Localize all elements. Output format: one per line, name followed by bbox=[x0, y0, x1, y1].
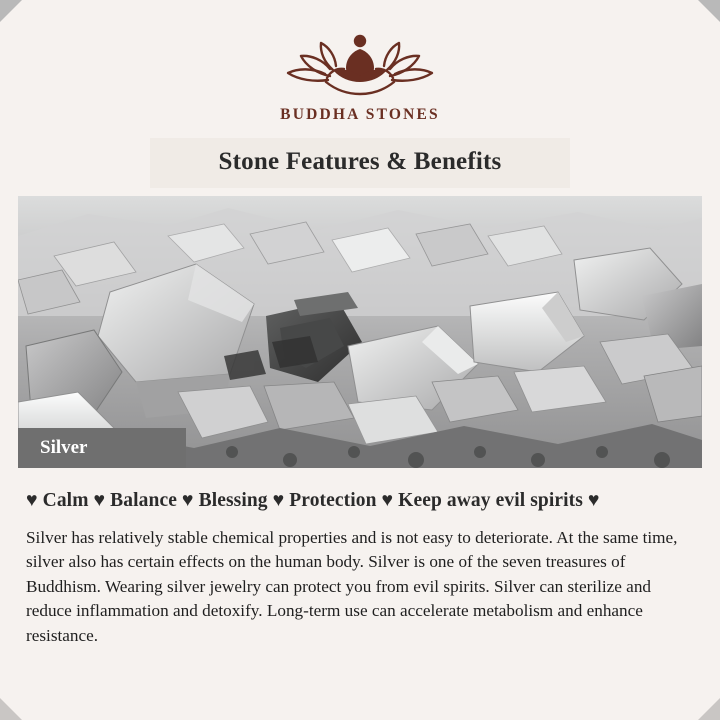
hero-image bbox=[18, 196, 702, 468]
corner-decoration-top-left bbox=[0, 0, 22, 22]
corner-decoration-bottom-left bbox=[0, 698, 22, 720]
description-paragraph: Silver has relatively stable chemical properties and is not easy to deteriorate. At the same time, silver also has certain effects on the human body. Silver is one of the seven treasures of Buddhism. Wearing silver jewelry can protect you from evil spirits. Silver can sterilize and reduce inflammation and detoxify. Long-term use can accelerate metabolism and enhance resistance. bbox=[26, 528, 678, 645]
section-title-band bbox=[150, 138, 570, 188]
hero-caption: Silver bbox=[18, 428, 186, 468]
page-title: Stone Features & Benefits bbox=[218, 148, 502, 175]
content-block bbox=[26, 490, 694, 648]
corner-decoration-bottom-right bbox=[698, 698, 720, 720]
lotus-meditation-icon bbox=[280, 24, 440, 100]
brand-name: BUDDHA STONES bbox=[280, 106, 440, 123]
corner-decoration-top-right bbox=[698, 0, 720, 22]
brand-header bbox=[0, 0, 720, 124]
benefit-keywords: ♥ Calm ♥ Balance ♥ Blessing ♥ Protection ♥ Keep away evil spirits ♥ bbox=[26, 490, 600, 511]
